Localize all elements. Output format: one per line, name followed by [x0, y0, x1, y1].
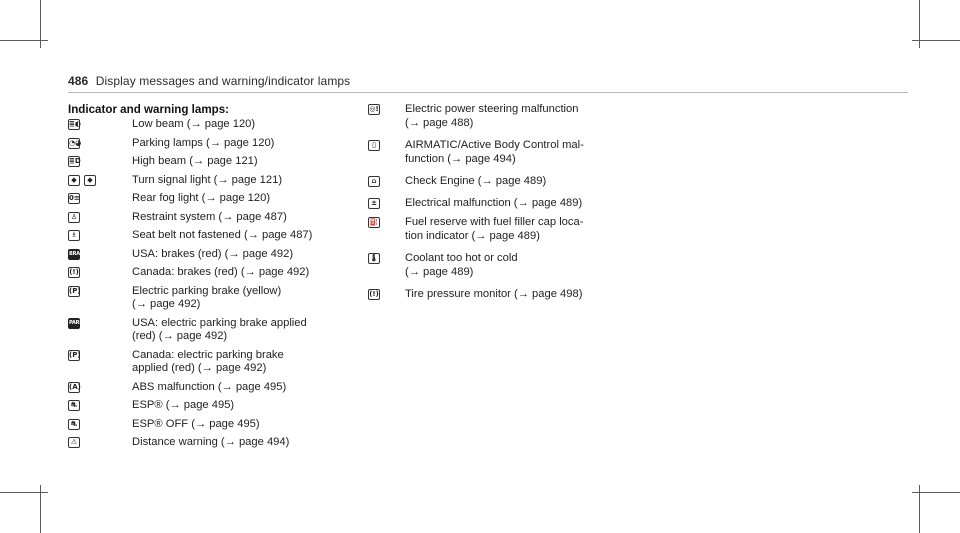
park-icon: PARK — [68, 318, 80, 329]
crop-mark — [912, 40, 960, 41]
indicator-icons — [368, 216, 405, 228]
header-divider — [68, 92, 908, 93]
turn-signal-right-icon: ◆ — [84, 175, 96, 186]
indicator-entry — [68, 248, 338, 262]
indicator-icons — [68, 436, 132, 448]
indicator-icons — [68, 317, 132, 329]
indicator-icons — [68, 118, 132, 130]
indicator-icons — [68, 266, 132, 278]
indicator-icons — [68, 248, 132, 260]
indicator-description: Canada: brakes (red) (→ page 492) — [132, 266, 310, 278]
indicator-description: USA: electric parking brake applied (red) (→ page 492) — [132, 316, 307, 342]
indicator-description: Coolant too hot or cold (→ page 489) — [405, 252, 518, 278]
brake-icon: BRAKE — [68, 249, 80, 260]
indicator-entry — [368, 175, 608, 189]
high-beam-icon: ≣D — [69, 157, 81, 165]
turn-signal-left-icon: ◆ — [68, 175, 80, 186]
esp-icon: ⛐ — [68, 400, 80, 411]
indicator-entry — [68, 192, 338, 206]
indicator-entry — [68, 349, 338, 376]
seat-belt-icon: ♗ — [68, 230, 80, 241]
indicator-entry — [68, 317, 338, 344]
indicator-icons — [368, 103, 405, 115]
indicator-icons — [68, 137, 132, 149]
indicator-entry — [68, 266, 338, 280]
parking-lamps-icon: ◔◕ — [69, 138, 82, 147]
tire-pressure-icon: (!) — [369, 290, 379, 298]
indicator-entry — [68, 174, 338, 188]
indicator-entry — [68, 155, 338, 169]
indicator-entry — [68, 418, 338, 432]
crop-mark — [0, 40, 48, 41]
indicator-entry — [368, 103, 608, 130]
low-beam-icon: ≣◐ — [69, 120, 81, 128]
indicator-description: Low beam (→ page 120) — [132, 118, 256, 130]
indicator-list-left — [68, 118, 338, 450]
indicator-description: High beam (→ page 121) — [132, 155, 258, 167]
indicator-description: Fuel reserve with fuel filler cap loca- tion indicator (→ page 489) — [405, 216, 584, 242]
indicator-description: AIRMATIC/Active Body Control mal- function (→ page 494) — [405, 139, 584, 165]
indicator-entry — [368, 197, 608, 211]
indicator-icons — [68, 174, 132, 186]
indicator-icons — [68, 349, 132, 361]
fuel-reserve-icon: ⛽ — [369, 218, 379, 226]
indicator-description: ESP® (→ page 495) — [132, 399, 235, 411]
indicator-entry — [68, 211, 338, 225]
indicator-icons — [368, 252, 405, 264]
indicator-icons — [68, 418, 132, 430]
restraint-system-icon: ♙ — [68, 212, 80, 223]
electric-parking-brake-icon: (P) — [69, 286, 81, 295]
indicator-description: Electric power steering malfunction (→ page 488) — [405, 103, 579, 129]
battery-icon: ± — [368, 198, 380, 209]
indicator-description: ESP® OFF (→ page 495) — [132, 417, 260, 430]
indicator-entry — [68, 381, 338, 395]
page-number: 486 — [68, 74, 89, 88]
check-engine-icon: ⌂ — [368, 176, 380, 187]
indicator-entry — [68, 137, 338, 151]
coolant-icon: 🌡 — [369, 254, 379, 262]
indicator-entry — [368, 216, 608, 243]
parking-brake-applied-icon: (P) — [69, 350, 81, 359]
brake-warning-icon: (!) — [69, 268, 79, 276]
indicator-description: Turn signal light (→ page 121) — [132, 173, 283, 186]
indicator-entry — [68, 229, 338, 243]
indicator-description: Check Engine (→ page 489) — [405, 175, 547, 187]
crop-mark — [0, 492, 48, 493]
indicator-entry — [68, 285, 338, 312]
indicator-description: Distance warning (→ page 494) — [132, 436, 290, 448]
indicator-description: Tire pressure monitor (→ page 498) — [405, 288, 583, 300]
left-column — [68, 103, 338, 455]
indicator-icons — [368, 139, 405, 151]
indicator-list-right — [368, 103, 608, 302]
indicator-icons — [68, 211, 132, 223]
airmatic-icon: ▯ — [368, 140, 380, 151]
indicator-icons — [68, 285, 132, 297]
indicator-description: ABS malfunction (→ page 495) — [132, 380, 287, 393]
indicator-entry — [368, 288, 608, 302]
indicator-description: Canada: electric parking brake applied (red) (→ page 492) — [132, 348, 284, 374]
indicator-icons — [68, 155, 132, 167]
crop-mark — [912, 492, 960, 493]
indicator-description: USA: brakes (red) (→ page 492) — [132, 247, 294, 260]
indicator-description: Parking lamps (→ page 120) — [132, 136, 275, 149]
indicator-icons — [68, 381, 132, 393]
distance-warning-icon: ⚠ — [68, 437, 80, 448]
abs-icon: (A) — [69, 382, 81, 391]
indicator-entry — [68, 436, 338, 450]
indicator-description: Electrical malfunction (→ page 489) — [405, 196, 583, 209]
page-header-title: Display messages and warning/indicator lamps — [95, 74, 351, 88]
right-column — [368, 103, 608, 311]
esp-off-icon: ⛐ — [68, 419, 80, 430]
indicator-description: Rear fog light (→ page 120) — [132, 192, 271, 204]
indicator-entry — [368, 252, 608, 279]
indicator-icons — [368, 175, 405, 187]
indicator-icons — [68, 192, 132, 204]
indicator-entry — [368, 139, 608, 166]
indicator-entry — [68, 118, 338, 132]
indicator-icons — [368, 288, 405, 300]
indicator-icons — [368, 197, 405, 209]
rear-fog-light-icon: 0≡ — [69, 194, 80, 202]
indicator-icons — [68, 229, 132, 241]
section-title: Indicator and warning lamps: — [68, 103, 230, 116]
indicator-description: Electric parking brake (yellow) (→ page 492) — [132, 284, 282, 310]
indicator-description: Seat belt not fastened (→ page 487) — [132, 229, 313, 241]
indicator-entry — [68, 399, 338, 413]
steering-malfunction-icon: ◎! — [369, 105, 379, 113]
indicator-description: Restraint system (→ page 487) — [132, 210, 287, 223]
page-header — [68, 74, 350, 88]
indicator-icons — [68, 399, 132, 411]
